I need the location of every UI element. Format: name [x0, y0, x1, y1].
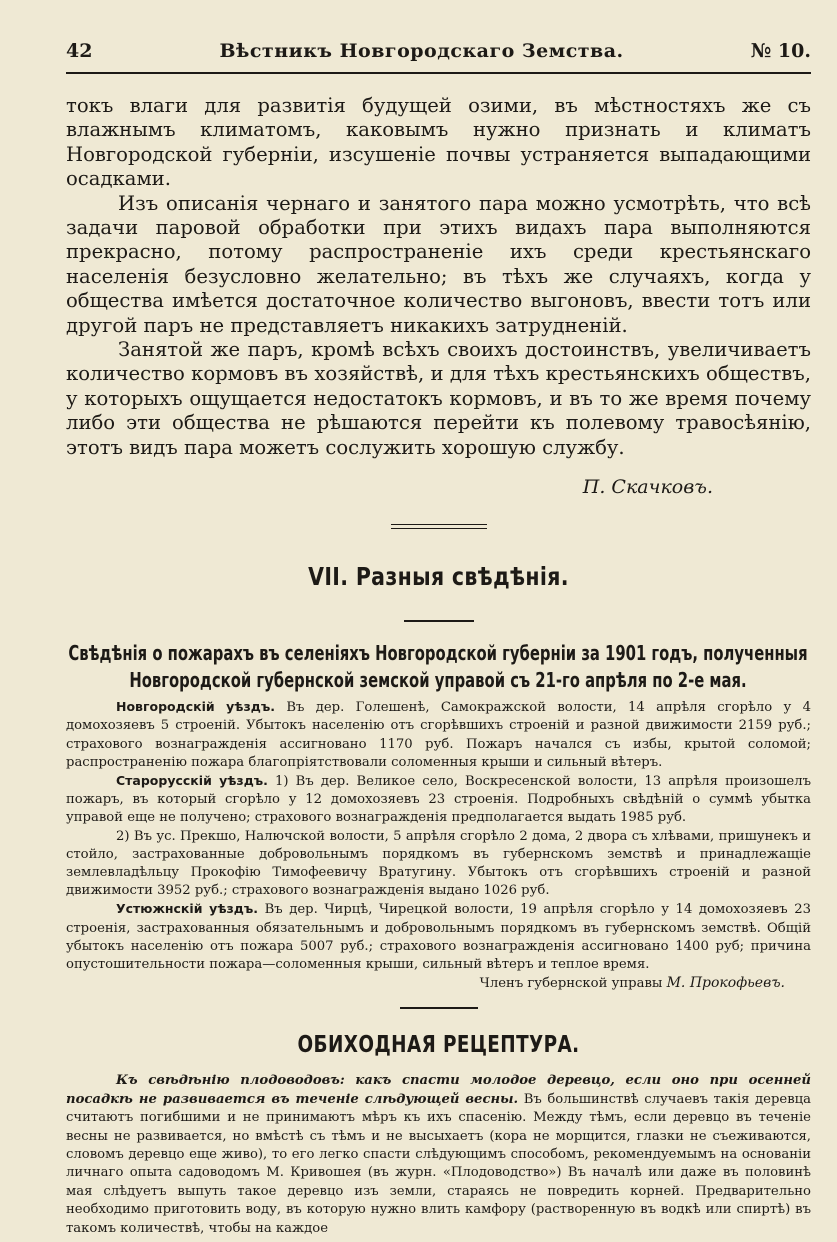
fires-entry	[66, 698, 811, 772]
section-divider	[404, 620, 474, 622]
fires-signature	[66, 974, 811, 993]
page-number: 42	[66, 40, 93, 62]
recipes-title: ОБИХОДНАЯ РЕЦЕПТУРА.	[297, 1032, 580, 1059]
running-header	[66, 40, 811, 70]
fires-entry	[66, 772, 811, 828]
article-paragraph: Занятой же паръ, кромѣ всѣхъ своихъ достоинствъ, увеличиваетъ количество кормовъ въ хозяйствѣ, и для тѣхъ крестьянскихъ обществъ, у которыхъ ощущается недостатокъ кормовъ, и въ то же время почему либо эти общества не рѣшаются перейти къ полевому травосѣянію, этотъ видъ пара можетъ сослужить хорошую службу.	[66, 338, 811, 459]
section-title: VII. Разныя свѣдѣнія.	[308, 562, 569, 592]
fires-entry-text: 1) Въ дер. Великое село, Воскресенской волости, 13 апрѣля произошелъ пожаръ, въ который сгорѣло у 12 домохозяевъ 23 строенія. Подробныхъ свѣдѣній о суммѣ убытка управой еще не получено; страхового вознагражденія предполагается выдать 1985 руб.	[66, 773, 811, 826]
issue-number: № 10.	[750, 40, 811, 62]
document-page	[66, 40, 811, 1238]
district-label: Новгородскій уѣздъ.	[116, 699, 275, 715]
recipes-paragraph	[66, 1072, 811, 1238]
fires-report	[66, 698, 811, 974]
fires-entry	[66, 828, 811, 901]
article-body	[66, 94, 811, 460]
district-label: Устюжнскій уѣздъ.	[116, 901, 259, 917]
fires-entry-text: 2) Въ ус. Прекшо, Налючской волости, 5 апрѣля сгорѣло 2 дома, 2 двора съ хлѣвами, пришунекъ и стойло, застрахованные добровольнымъ порядкомъ въ губернскомъ земствѣ и принадлежащіе землевладѣльцу Прокофію Тимофеевичу Вратугину. Убытокъ отъ сгорѣвшихъ строеній и разной движимости 3952 руб.; страхового вознагражденія выдано 1026 руб.	[66, 828, 811, 899]
fires-entry-text: Въ дер. Чирцѣ, Чирецкой волости, 19 апрѣля сгорѣло у 14 домохозяевъ 23 строенія, застрахованныя обязательнымъ и добровольнымъ порядкомъ въ губернскомъ земствѣ. Общій убытокъ населенію отъ пожара 5007 руб.; страхового вознагражденія ассигновано 1400 руб; причина опустошительности пожара—соломенныя крыши, сильный вѣтеръ и теплое время.	[66, 902, 811, 972]
recipes-text: Въ большинствѣ случаевъ такія деревца считаютъ погибшими и не принимаютъ мѣръ къ ихъ спасенію. Между тѣмъ, если деревцо въ теченіе весны не развивается, но вмѣстѣ съ тѣмъ и не высыхаетъ (кора не морщится, глазки не съеживаются, словомъ деревцо еще живо), то его легко спасти слѣдующимъ способомъ, рекомендуемымъ на основаніи личнаго опыта садоводомъ М. Кривошея (въ журн. «Плодоводство») Въ началѣ или даже въ половинѣ мая слѣдуетъ выпуть такое деревцо изъ земли, стараясь не повредить корней. Предварительно необходимо приготовить воду, въ которую нужно влить камфору (растворенную въ водкѣ или спиртѣ) въ такомъ количествѣ, чтобы на каждое	[66, 1091, 811, 1236]
fires-entry	[66, 900, 811, 974]
recipes-lead: Къ свѣдѣнію плодоводовъ: какъ спасти молодое деревцо, если оно при осенней посадкѣ не развивается въ теченіе слѣдующей весны.	[66, 1073, 811, 1107]
district-label: Старорусскій уѣздъ.	[116, 772, 268, 788]
fires-heading: Свѣдѣнія о пожарахъ въ селеніяхъ Новгородской губерніи за 1901 годъ, полученныя Новгородской губернской земской управой съ 21-го апрѣля по 2-е мая.	[68, 641, 808, 693]
article-signature: П. Скачковъ.	[582, 476, 713, 499]
article-paragraph: Изъ описанія чернаго и занятого пара можно усмотрѣть, что всѣ задачи паровой обработки при этихъ видахъ пара выполняются прекрасно, потому распространеніе ихъ среди крестьянскаго населенія безусловно желательно; въ тѣхъ же случаяхъ, когда у общества имѣется достаточное количество выгоновъ, ввести тотъ или другой паръ не представляетъ никакихъ затрудненій.	[66, 191, 811, 337]
signature-prefix: Членъ губернской управы	[479, 976, 663, 992]
recipes-body	[66, 1072, 811, 1238]
fires-entry-text: Въ дер. Голешенѣ, Самокражской волости, 14 апрѣля сгорѣло у 4 домохозяевъ 5 строеній. Убытокъ населенію отъ сгорѣвшихъ строеній и разной движимости 2159 руб.; страхового вознагражденія ассигновано 1170 руб. Пожаръ начался съ избы, крытой соломой; распространенію пожара благопріятствовали соломенныя крыши и сильный вѣтеръ.	[66, 700, 811, 770]
section-divider	[400, 1007, 478, 1009]
article-paragraph: токъ влаги для развитія будущей озими, въ мѣстностяхъ же съ влажнымъ климатомъ, каковымъ нужно признать и климатъ Новгородской губерніи, изсушеніе почвы устраняется выпадающими осадками.	[66, 94, 811, 191]
ornamental-divider	[391, 524, 487, 529]
journal-title: Вѣстникъ Новгородскаго Земства.	[219, 40, 624, 62]
header-rule	[66, 72, 811, 74]
signature-name: М. Прокофьевъ.	[666, 975, 785, 992]
